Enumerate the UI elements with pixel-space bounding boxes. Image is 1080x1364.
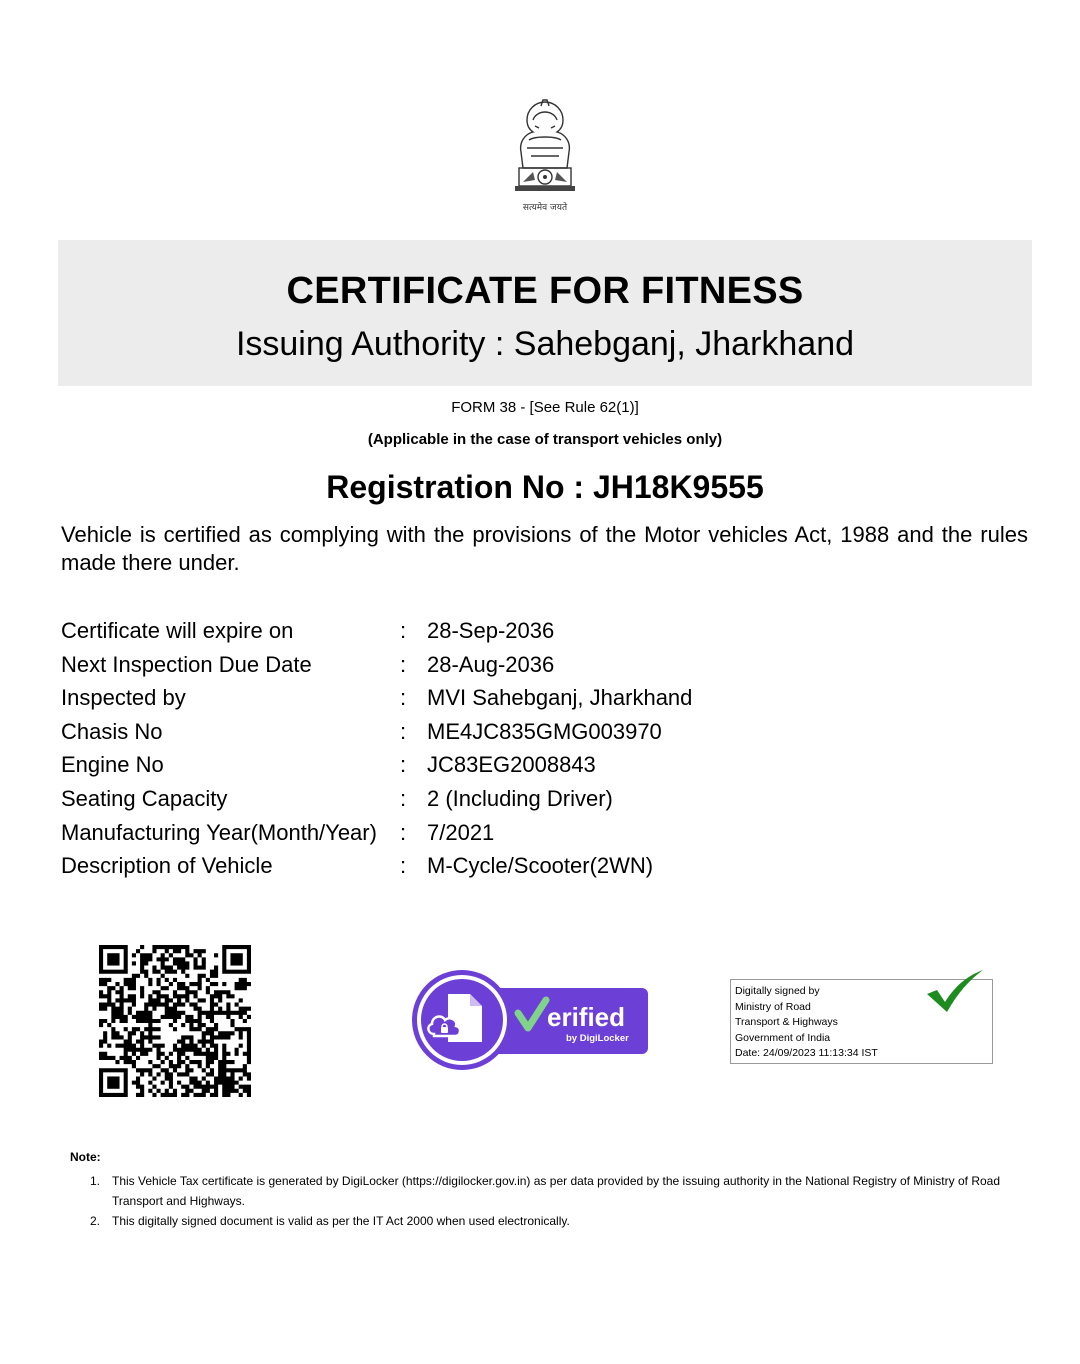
detail-row <box>61 748 961 782</box>
detail-value: 2 (Including Driver) <box>427 785 613 811</box>
detail-label: Description of Vehicle <box>61 853 273 879</box>
lion-capital-icon <box>505 96 585 200</box>
detail-value: MVI Sahebganj, Jharkhand <box>427 685 693 711</box>
signature-line: Transport & Highways <box>735 1016 838 1029</box>
signature-line: Ministry of Road <box>735 1000 811 1013</box>
signature-line: Government of India <box>735 1031 831 1044</box>
detail-value: 7/2021 <box>427 819 495 845</box>
detail-separator: : <box>400 718 407 744</box>
detail-separator: : <box>400 618 407 643</box>
applicability-note: (Applicable in the case of transport vehicles only) <box>367 431 723 448</box>
detail-label: Engine No <box>61 752 164 778</box>
signature-text <box>735 984 878 1062</box>
detail-value: M-Cycle/Scooter(2WN) <box>427 853 654 879</box>
signature-line: Date: 24/09/2023 11:13:34 IST <box>735 1047 878 1060</box>
detail-value: JC83EG2008843 <box>427 752 596 778</box>
emblem-motto: सत्यमेव जयते <box>522 203 568 213</box>
detail-label: Seating Capacity <box>61 785 228 811</box>
verified-word: erified <box>547 1002 626 1032</box>
detail-row <box>61 816 961 850</box>
detail-separator: : <box>400 853 407 879</box>
detail-value: ME4JC835GMG003970 <box>427 718 662 744</box>
signature-line: Digitally signed by <box>735 985 820 997</box>
detail-row <box>61 648 961 682</box>
verified-by-text: by DigiLocker <box>566 1033 629 1044</box>
verified-badge <box>412 970 649 1070</box>
detail-separator: : <box>400 752 407 778</box>
detail-separator: : <box>400 685 407 711</box>
detail-label: Next Inspection Due Date <box>61 651 312 677</box>
note-number: 2. <box>90 1214 101 1228</box>
note-text: This digitally signed document is valid as per the IT Act 2000 when used electronically. <box>112 1214 570 1228</box>
note-item <box>90 1211 1010 1231</box>
digilocker-verified-icon <box>412 970 649 1070</box>
digital-signature-box <box>730 979 993 1064</box>
detail-separator: : <box>400 819 407 845</box>
detail-separator: : <box>400 785 407 811</box>
registration-number: Registration No : JH18K9555 <box>326 469 764 505</box>
detail-row <box>61 715 961 749</box>
vehicle-details <box>61 614 961 883</box>
note-number: 1. <box>90 1174 101 1188</box>
detail-value: 28-Sep-2036 <box>427 618 555 643</box>
detail-row <box>61 681 961 715</box>
detail-separator: : <box>400 651 407 677</box>
detail-row <box>61 849 961 883</box>
detail-label: Inspected by <box>61 685 186 711</box>
form-rule: FORM 38 - [See Rule 62(1)] <box>451 399 639 416</box>
detail-label: Manufacturing Year(Month/Year) <box>61 819 377 845</box>
notes-title: Note: <box>70 1150 101 1164</box>
note-item <box>90 1171 1010 1211</box>
certificate-title: CERTIFICATE FOR FITNESS <box>286 270 804 312</box>
national-emblem <box>505 96 585 216</box>
detail-value: 28-Aug-2036 <box>427 651 555 677</box>
detail-row <box>61 782 961 816</box>
qr-code <box>99 945 251 1097</box>
signature-check-icon <box>925 968 985 1016</box>
detail-label: Chasis No <box>61 718 163 744</box>
detail-label: Certificate will expire on <box>61 618 294 643</box>
notes-list <box>90 1171 1010 1231</box>
certification-statement: Vehicle is certified as complying with the provisions of the Motor vehicles Act, 1988 and the rules made there under. <box>61 522 1028 575</box>
issuing-authority: Issuing Authority : Sahebganj, Jharkhand <box>235 325 855 363</box>
detail-row <box>61 614 961 648</box>
header-band <box>58 240 1032 386</box>
qr-code-icon <box>99 945 251 1097</box>
note-text: This Vehicle Tax certificate is generated by DigiLocker (https://digilocker.gov.in) as per data provided by the issuing authority in the National Registry of Ministry of Road Transport and Highways. <box>112 1174 1000 1208</box>
